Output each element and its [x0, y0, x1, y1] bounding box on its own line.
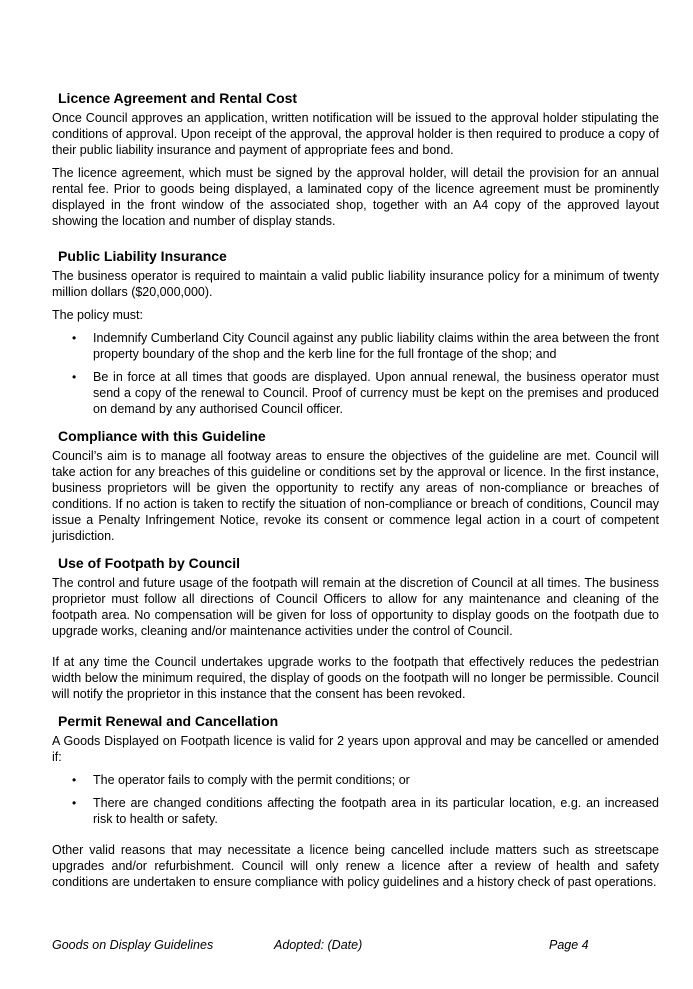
list-item-text: Be in force at all times that goods are displayed. Upon annual renewal, the business operator must send a copy of the renewal to Council. Proof of currency must be kept on the premises and produced on demand by any authorised Council officer. [93, 370, 659, 416]
section-permit-renewal [52, 712, 659, 890]
paragraph: A Goods Displayed on Footpath licence is valid for 2 years upon approval and may be cancelled or amended if: [52, 734, 659, 764]
footer-page-number: Page 4 [549, 938, 589, 952]
list-item [52, 772, 659, 788]
bullet-list [52, 772, 659, 827]
section-public-liability [52, 247, 659, 417]
section-heading: Use of Footpath by Council [58, 555, 240, 571]
paragraph: The licence agreement, which must be signed by the approval holder, will detail the provision for an annual rental fee. Prior to goods being displayed, a laminated copy of the licence agreement must be prominently displayed in the front window of the associated shop, together with an A4 copy of the approved layout showing the location and number of display stands. [52, 166, 659, 228]
list-item [52, 795, 659, 827]
document-body [52, 89, 659, 900]
paragraph: The policy must: [52, 308, 144, 322]
bullet-icon: • [72, 370, 77, 384]
footer-adopted-date: Adopted: (Date) [274, 938, 363, 952]
list-item-text: The operator fails to comply with the permit conditions; or [93, 773, 410, 787]
list-item [52, 369, 659, 417]
section-compliance [52, 427, 659, 544]
section-heading: Permit Renewal and Cancellation [58, 713, 279, 729]
paragraph: If at any time the Council undertakes upgrade works to the footpath that effectively reduces the pedestrian width below the minimum required, the display of goods on the footpath will no longer be permissible. Council will notify the proprietor in this instance that the consent has been revoked. [52, 655, 659, 701]
list-item [52, 330, 659, 362]
section-heading: Compliance with this Guideline [58, 428, 266, 444]
section-heading: Licence Agreement and Rental Cost [58, 90, 298, 106]
list-item-text: Indemnify Cumberland City Council against any public liability claims within the area between the front property boundary of the shop and the kerb line for the full frontage of the shop; and [93, 331, 659, 361]
paragraph: Once Council approves an application, written notification will be issued to the approval holder stipulating the conditions of approval. Upon receipt of the approval, the approval holder is then required to produce a copy of their public liability insurance and payment of appropriate fees and bond. [52, 111, 659, 157]
bullet-icon: • [72, 796, 77, 810]
section-licence-agreement [52, 89, 659, 229]
list-item-text: There are changed conditions affecting the footpath area in its particular location, e.g. an increased risk to health or safety. [93, 796, 659, 826]
section-heading: Public Liability Insurance [58, 248, 227, 264]
bullet-icon: • [72, 773, 77, 787]
bullet-icon: • [72, 331, 77, 345]
bullet-list [52, 330, 659, 417]
footer-document-title: Goods on Display Guidelines [52, 938, 214, 952]
paragraph: Council’s aim is to manage all footway areas to ensure the objectives of the guideline are met. Council will take action for any breaches of this guideline or conditions set by the approval or licence. In the first instance, business proprietors will be given the opportunity to rectify any areas of non-compliance or breaches of conditions. If no action is taken to rectify the situation of non-compliance or breach of conditions, Council may issue a Penalty Infringement Notice, revoke its consent or commence legal action in a court of competent jurisdiction. [52, 449, 659, 543]
paragraph: Other valid reasons that may necessitate a licence being cancelled include matters such as streetscape upgrades and/or refurbishment. Council will only renew a licence after a review of health and safety conditions are undertaken to ensure compliance with policy guidelines and a history check of past operations. [52, 843, 659, 889]
section-footpath-use [52, 554, 659, 702]
paragraph: The control and future usage of the footpath will remain at the discretion of Council at all times. The business proprietor must follow all directions of Council Officers to allow for any maintenance and cleaning of the footpath area. No compensation will be given for loss of opportunity to display goods on the footpath due to upgrade works, cleaning and/or maintenance activities under the control of Council. [52, 576, 659, 638]
paragraph: The business operator is required to maintain a valid public liability insurance policy for a minimum of twenty million dollars ($20,000,000). [52, 269, 659, 299]
